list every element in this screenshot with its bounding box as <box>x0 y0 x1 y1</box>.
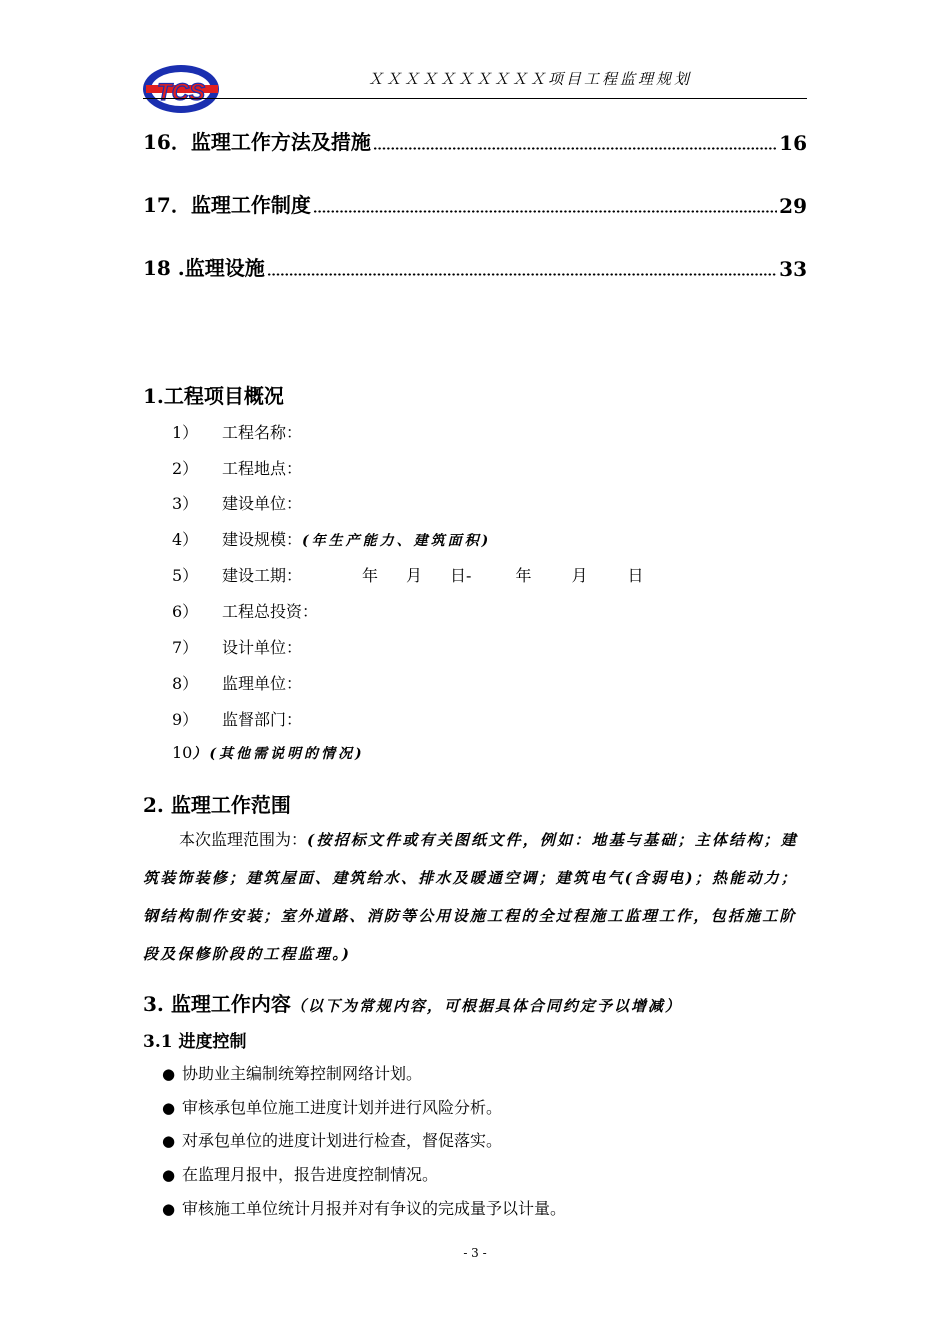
bullet-item <box>162 1128 502 1152</box>
item-label: 工程总投资： <box>222 602 319 621</box>
item-number: 1） <box>172 423 199 442</box>
bullet-dot: ● <box>162 1065 176 1083</box>
scope-paragraph <box>143 821 807 973</box>
item-number: 6） <box>172 602 199 621</box>
company-logo <box>140 62 222 116</box>
item-number: 10 <box>172 743 193 762</box>
toc-entry-page: 33 <box>779 257 807 281</box>
overview-item <box>172 599 318 623</box>
item-number: 5） <box>172 566 199 585</box>
toc-entry-title: 16．监理工作方法及措施 <box>143 130 371 154</box>
date-year-start: 年 <box>362 566 379 585</box>
item-number: 4） <box>172 530 199 549</box>
item-label: 建设单位： <box>222 494 303 513</box>
overview-item-other <box>172 743 365 767</box>
item-number: 7） <box>172 638 199 657</box>
bullet-text: 协助业主编制统筹控制网络计划。 <box>182 1064 423 1083</box>
bullet-text: 在监理月报中，报告进度控制情况。 <box>182 1165 439 1184</box>
bullet-text: 审核施工单位统计月报并对有争议的完成量予以计量。 <box>182 1199 567 1218</box>
item-label: 建设规模： <box>222 530 303 549</box>
item-note: ）(其他需说明的情况) <box>192 746 365 762</box>
toc-entry-title: 17．监理工作制度 <box>143 193 311 217</box>
logo-text: TCS <box>157 79 205 106</box>
item-number: 2） <box>172 459 199 478</box>
item-label: 监理单位： <box>222 674 303 693</box>
toc-entry-title: 18 .监理设施 <box>143 256 265 280</box>
section-heading-scope: 2. 监理工作范围 <box>143 793 291 817</box>
item-number: 9） <box>172 710 199 729</box>
header-title: ＸＸＸＸＸＸＸＸＸＸ项目工程监理规划 <box>367 70 692 88</box>
header-divider <box>143 98 807 99</box>
bullet-item <box>162 1061 422 1085</box>
section-heading-overview: 1.工程项目概况 <box>143 384 284 408</box>
bullet-text: 审核承包单位施工进度计划并进行风险分析。 <box>182 1098 503 1117</box>
overview-item <box>172 707 302 731</box>
item-label: 工程名称： <box>222 423 303 442</box>
bullet-text: 对承包单位的进度计划进行检查，督促落实。 <box>182 1131 503 1150</box>
date-day-start: 日- <box>450 566 472 585</box>
bullet-item <box>162 1095 502 1119</box>
toc-entry[interactable] <box>143 188 807 218</box>
date-day-end: 日 <box>627 566 644 585</box>
date-year-end: 年 <box>515 566 532 585</box>
subsection-heading-schedule: 3.1 进度控制 <box>143 1032 247 1052</box>
date-month-end: 月 <box>571 566 588 585</box>
content-heading-text: 3. 监理工作内容 <box>143 992 291 1016</box>
item-label: 建设工期： <box>222 566 303 585</box>
toc-entry[interactable] <box>143 251 807 281</box>
overview-item-duration <box>172 563 644 587</box>
item-label: 设计单位： <box>222 638 303 657</box>
item-label: 监督部门： <box>222 710 303 729</box>
toc-leader-dots <box>373 147 777 150</box>
toc-leader-dots <box>313 210 777 213</box>
date-month-start: 月 <box>406 566 423 585</box>
toc-entry-page: 16 <box>779 131 807 155</box>
bullet-dot: ● <box>162 1099 176 1117</box>
overview-item <box>172 456 302 480</box>
bullet-item <box>162 1162 438 1186</box>
bullet-item <box>162 1196 566 1220</box>
overview-item <box>172 420 302 444</box>
item-number: 3） <box>172 494 199 513</box>
item-label: 工程地点： <box>222 459 303 478</box>
toc-entry[interactable] <box>143 125 807 155</box>
scope-body: (按招标文件或有关图纸文件，例如：地基与基础；主体结构；建筑装饰装修；建筑屋面、建筑给水、排水及暖通空调；建筑电气(含弱电)；热能动力；钢结构制作安装；室外道路、消防等公用设施工程的全过程施工监理工作，包括施工阶段及保修阶段的工程监理。) <box>143 831 798 963</box>
page-number: - 3 - <box>463 1246 487 1260</box>
bullet-dot: ● <box>162 1200 176 1218</box>
scope-lead: 本次监理范围为： <box>179 830 308 849</box>
item-note: (年生产能力、建筑面积) <box>302 533 492 549</box>
toc-entry-page: 29 <box>779 194 807 218</box>
section-heading-content <box>143 988 682 1017</box>
item-number: 8） <box>172 674 199 693</box>
overview-item <box>172 671 302 695</box>
bullet-dot: ● <box>162 1132 176 1150</box>
overview-item <box>172 491 302 515</box>
overview-item <box>172 635 302 659</box>
bullet-dot: ● <box>162 1166 176 1184</box>
content-heading-note: （以下为常规内容，可根据具体合同约定予以增减） <box>290 997 682 1015</box>
toc-leader-dots <box>267 273 777 276</box>
overview-item <box>172 527 491 551</box>
